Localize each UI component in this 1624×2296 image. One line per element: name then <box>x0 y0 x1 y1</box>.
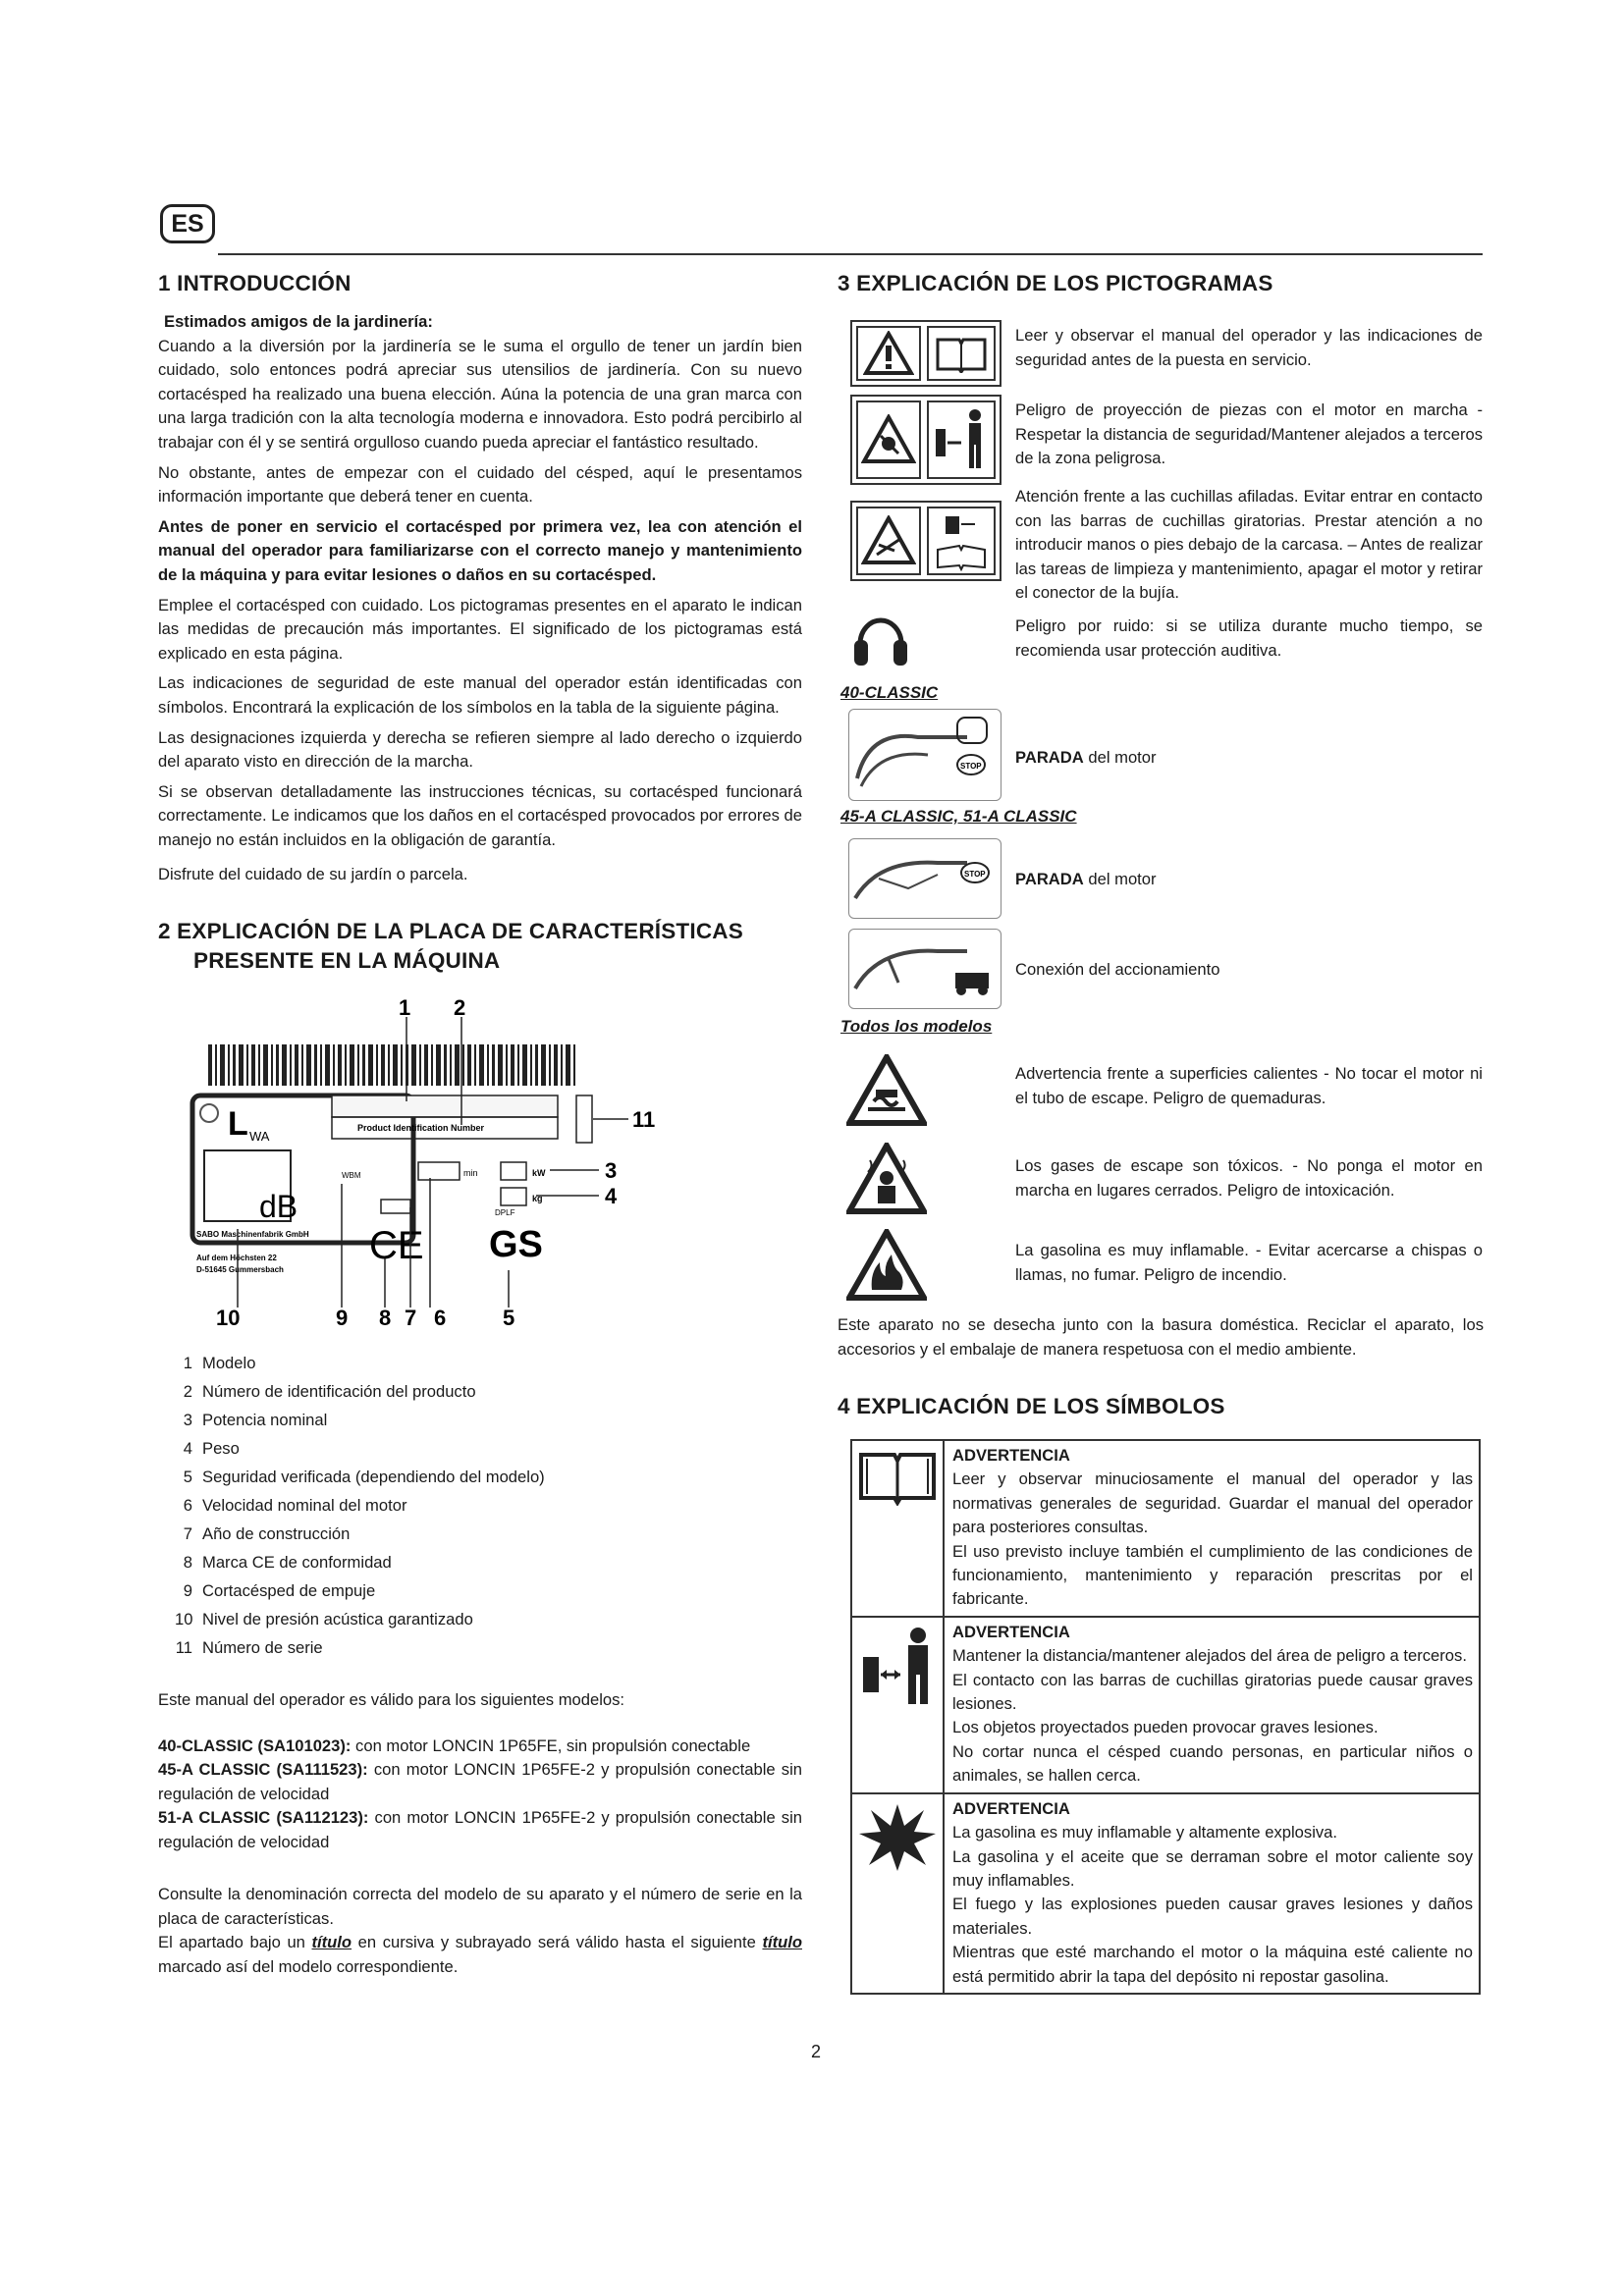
callout-8: 8 <box>379 1306 392 1327</box>
unplug-manual-icon <box>927 507 996 575</box>
hot-surface-text: Advertencia frente a superficies calientes - No tocar el motor ni el tubo de escape. Peligro de quemaduras. <box>1015 1064 1483 1107</box>
legend-text: Seguridad verificada (dependiendo del modelo) <box>202 1468 545 1486</box>
legend-number: 7 <box>183 1524 192 1543</box>
legend-text: Cortacésped de empuje <box>202 1581 376 1600</box>
stop-text-45: PARADA del motor <box>1015 870 1157 888</box>
legend-item <box>175 1349 545 1377</box>
explosion-icon <box>852 1794 945 1993</box>
maker-street: Auf dem Höchsten 22 <box>196 1254 277 1262</box>
pictogram-blades <box>850 501 1001 581</box>
intro-paragraph: Si se observan detalladamente las instrucciones técnicas, su cortacésped funcionará correctamente. Le indicamos que los daños en el cortacésped provocados por errores de manejo no están incluidos en la obligación de garantía. <box>158 781 802 849</box>
legend-text: Peso <box>202 1439 240 1458</box>
intro-paragraph: No obstante, antes de empezar con el cuidado del césped, aquí le presentamos información importante que deberá tener en cuenta. <box>158 462 802 507</box>
dplf-label: DPLF <box>495 1208 515 1217</box>
stop-icon: STOP <box>964 870 986 879</box>
intro-paragraph: Cuando a la diversión por la jardinería se le suma el orgullo de tener un jardín bien cuidado, solo entonces podrá apreciar sus utensilios de jardinería. Con su nuevo cortacésped ha realizado una buena elección. Aúna la potencia de una gran marca con una larga tradición con la alta tecnología moderna e innovadora. Esto podrá percibirlo al trabajar con él y se sentirá orgulloso cuando pueda apreciar el fantástico resultado. <box>158 336 802 452</box>
consult-note: Consulte la denominación correcta del modelo de su aparato y el número de serie en la placa de características. <box>158 1885 802 1928</box>
intro-paragraph: Las indicaciones de seguridad de este manual del operador están identificadas con símbolos. Encontrará la explicación de los símbolos en la tabla de la siguiente página. <box>158 673 802 717</box>
legend-number: 2 <box>183 1382 192 1401</box>
blade-hazard-icon <box>856 507 921 575</box>
legend-item <box>175 1434 545 1463</box>
legend-item <box>175 1548 545 1576</box>
barcode <box>208 1044 575 1086</box>
toxic-gas-icon <box>846 1143 927 1215</box>
toxic-gas-text: Los gases de escape son tóxicos. - No ponga el motor en marcha en lugares cerrados. Peligro de intoxicación. <box>1015 1156 1483 1200</box>
legend-number: 1 <box>183 1354 192 1372</box>
legend-number: 10 <box>175 1610 193 1629</box>
header-rule <box>218 253 1483 255</box>
models-block <box>158 1688 802 1855</box>
stop-text-40: PARADA del motor <box>1015 748 1157 767</box>
safety-distance-icon <box>927 400 996 479</box>
intro-paragraph: Emplee el cortacésped con cuidado. Los pictogramas presentes en el aparato le indican las medidas de precaución más importantes. El significado de los pictogramas está explicado en esta página. <box>158 595 802 663</box>
section-1-title: 1 INTRODUCCIÓN <box>158 271 352 295</box>
callout-7: 7 <box>405 1306 417 1327</box>
legend-number: 4 <box>183 1439 192 1458</box>
pictogram-read-manual <box>850 320 1001 387</box>
fire-hazard-text: La gasolina es muy inflamable. - Evitar acercarse a chispas o llamas, no fumar. Peligro de incendio. <box>1015 1241 1483 1284</box>
model-label-40-classic: 40-CLASSIC <box>840 683 939 702</box>
symbols-table <box>850 1439 1481 1995</box>
product-id-label: Product Identification Number <box>357 1123 485 1133</box>
section-1-body <box>158 310 802 858</box>
ce-mark: CE <box>369 1224 424 1267</box>
db-label: dB <box>259 1189 298 1224</box>
maker-city: D-51645 Gummersbach <box>196 1265 284 1274</box>
symbol-row-explosion <box>852 1792 1479 1993</box>
legend-number: 9 <box>183 1581 192 1600</box>
legend-text: Marca CE de conformidad <box>202 1553 392 1572</box>
min-label: min <box>463 1168 478 1178</box>
legend-item <box>175 1463 545 1491</box>
projection-hazard-icon <box>856 400 921 479</box>
symbol-row-text: ADVERTENCIA La gasolina es muy inflamable y altamente explosiva. La gasolina y el aceite que se derraman sobre el motor caliente soy muy inflamables. El fuego y las explosiones pueden causar graves lesiones y daños materiales. Mientras que esté marchando el motor o la máquina esté caliente no está permitido abrir la tapa del depósito ni repostar gasolina. <box>952 1798 1473 1986</box>
models-intro: Este manual del operador es válido para los siguientes modelos: <box>158 1690 625 1709</box>
greeting: Estimados amigos de la jardinería: <box>164 312 433 331</box>
legend-number: 8 <box>183 1553 192 1572</box>
legend-text: Velocidad nominal del motor <box>202 1496 407 1515</box>
pictogram-read-text: Leer y observar el manual del operador y las indicaciones de seguridad antes de la puesta en servicio. <box>1015 326 1483 369</box>
warning-triangle-icon <box>856 326 921 381</box>
callout-4: 4 <box>605 1184 618 1208</box>
callout-10: 10 <box>216 1306 241 1327</box>
screw-icon <box>200 1104 218 1122</box>
model-45: 45-A CLASSIC (SA111523): con motor LONCIN 1P65FE-2 y propulsión conectable sin regulación de velocidad <box>158 1760 802 1803</box>
symbol-row-distance <box>852 1616 1479 1792</box>
model-40: 40-CLASSIC (SA101023): con motor LONCIN 1P65FE, sin propulsión conectable <box>158 1735 751 1755</box>
recycle-text: Este aparato no se desecha junto con la basura doméstica. Reciclar el aparato, los accesorios y el embalaje de manera respetuosa con el medio ambiente. <box>838 1315 1484 1359</box>
title-note: El apartado bajo un título en cursiva y subrayado será válido hasta el siguiente título marcado así del modelo correspondiente. <box>158 1933 802 1976</box>
plate-legend-list <box>175 1349 545 1662</box>
kg-label: kg <box>532 1194 543 1203</box>
lwa-sub: WA <box>249 1129 270 1144</box>
intro-paragraph: Las designaciones izquierda y derecha se refieren siempre al lado derecho o izquierdo del aparato visto en dirección de la marcha. <box>158 727 802 772</box>
wbm-label: WBM <box>342 1171 361 1180</box>
pictogram-projection-text: Peligro de proyección de piezas con el motor en marcha - Respetar la distancia de seguridad/Mantener alejados a terceros de la zona peligrosa. <box>1015 400 1483 468</box>
callout-3: 3 <box>605 1158 618 1183</box>
legend-text: Modelo <box>202 1354 256 1372</box>
rating-plate-diagram <box>177 993 658 1327</box>
page-number: 2 <box>811 2042 822 2061</box>
legend-item <box>175 1633 545 1662</box>
legend-text: Potencia nominal <box>202 1411 328 1429</box>
safety-distance-icon <box>852 1618 945 1792</box>
ear-protection-icon <box>850 611 911 671</box>
legend-item <box>175 1576 545 1605</box>
model-51: 51-A CLASSIC (SA112123): con motor LONCIN 1P65FE-2 y propulsión conectable sin regulación de velocidad <box>158 1808 802 1851</box>
stop-handle-45-image <box>848 838 1001 919</box>
callout-2: 2 <box>454 995 466 1020</box>
drive-handle-image <box>848 929 1001 1009</box>
section-2-title-line2: PRESENTE EN LA MÁQUINA <box>193 948 501 973</box>
section-3-title: 3 EXPLICACIÓN DE LOS PICTOGRAMAS <box>838 271 1273 295</box>
symbol-row-manual <box>852 1441 1479 1616</box>
symbol-row-text: ADVERTENCIA Leer y observar minuciosamente el manual del operador y las normativas generales de seguridad. Guardar el manual del operador para posteriores consultas. El uso previsto incluye también el cumplimiento de las condiciones de funcionamiento, mantenimiento y reparación prescritas por el fabricante. <box>952 1446 1473 1609</box>
pictogram-projection <box>850 395 1001 485</box>
language-badge: ES <box>160 204 215 243</box>
symbol-row-text: ADVERTENCIA Mantener la distancia/mantener alejados del área de peligro a terceros. El contacto con las barras de cuchillas giratorias puede causar graves lesiones. Los objetos proyectados pueden provocar graves lesiones. No cortar nunca el césped cuando personas, en particular niños o animales, se hallen cerca. <box>952 1622 1473 1786</box>
drive-connection-text: Conexión del accionamiento <box>1015 960 1220 979</box>
legend-item <box>175 1491 545 1520</box>
legend-item <box>175 1520 545 1548</box>
callout-1: 1 <box>399 995 411 1020</box>
kw-label: kW <box>532 1168 546 1178</box>
hot-surface-icon <box>846 1054 927 1127</box>
rating-plate-figure <box>177 993 658 1327</box>
callout-9: 9 <box>336 1306 349 1327</box>
legend-item <box>175 1605 545 1633</box>
stop-icon: STOP <box>960 762 982 771</box>
gs-mark: GS <box>489 1224 543 1265</box>
section-2-title: 2 EXPLICACIÓN DE LA PLACA DE CARACTERÍSTICAS <box>158 919 743 943</box>
notes-block <box>158 1883 802 1979</box>
legend-text: Nivel de presión acústica garantizado <box>202 1610 473 1629</box>
model-label-all: Todos los modelos <box>840 1017 993 1036</box>
callout-5: 5 <box>503 1306 515 1327</box>
legend-text: Número de serie <box>202 1638 323 1657</box>
pictogram-blades-text: Atención frente a las cuchillas afiladas. Evitar entrar en contacto con las barras de cuchillas giratorias. Prestar atención a no introducir manos o pies debajo de la carcasa. – Antes de realizar las tareas de limpieza y mantenimiento, apagar el motor y retirar el conector de la bujía. <box>1015 487 1483 603</box>
callout-6: 6 <box>434 1306 447 1327</box>
legend-number: 5 <box>183 1468 192 1486</box>
book-icon <box>927 326 996 381</box>
fire-hazard-icon <box>846 1229 927 1302</box>
model-label-45-51: 45-A CLASSIC, 51-A CLASSIC <box>840 807 1077 826</box>
legend-item <box>175 1406 545 1434</box>
intro-paragraph-bold: Antes de poner en servicio el cortacésped por primera vez, lea con atención el manual del operador para familiarizarse con el correcto manejo y mantenimiento de la máquina y para evitar lesiones o daños en su cortacésped. <box>158 516 802 584</box>
stop-handle-40-image <box>848 709 1001 801</box>
maker-name: SABO Maschinenfabrik GmbH <box>196 1230 309 1239</box>
pictogram-noise-text: Peligro por ruido: si se utiliza durante mucho tiempo, se recomienda usar protección auditiva. <box>1015 616 1483 660</box>
book-icon <box>852 1441 945 1616</box>
legend-number: 6 <box>183 1496 192 1515</box>
lwa-l: L <box>228 1105 248 1143</box>
legend-number: 11 <box>175 1638 192 1657</box>
legend-text: Número de identificación del producto <box>202 1382 476 1401</box>
legend-item <box>175 1377 545 1406</box>
section-4-title: 4 EXPLICACIÓN DE LOS SÍMBOLOS <box>838 1394 1225 1418</box>
legend-number: 3 <box>183 1411 192 1429</box>
closing-line: Disfrute del cuidado de su jardín o parcela. <box>158 865 468 883</box>
legend-text: Año de construcción <box>202 1524 351 1543</box>
callout-11: 11 <box>632 1107 656 1132</box>
